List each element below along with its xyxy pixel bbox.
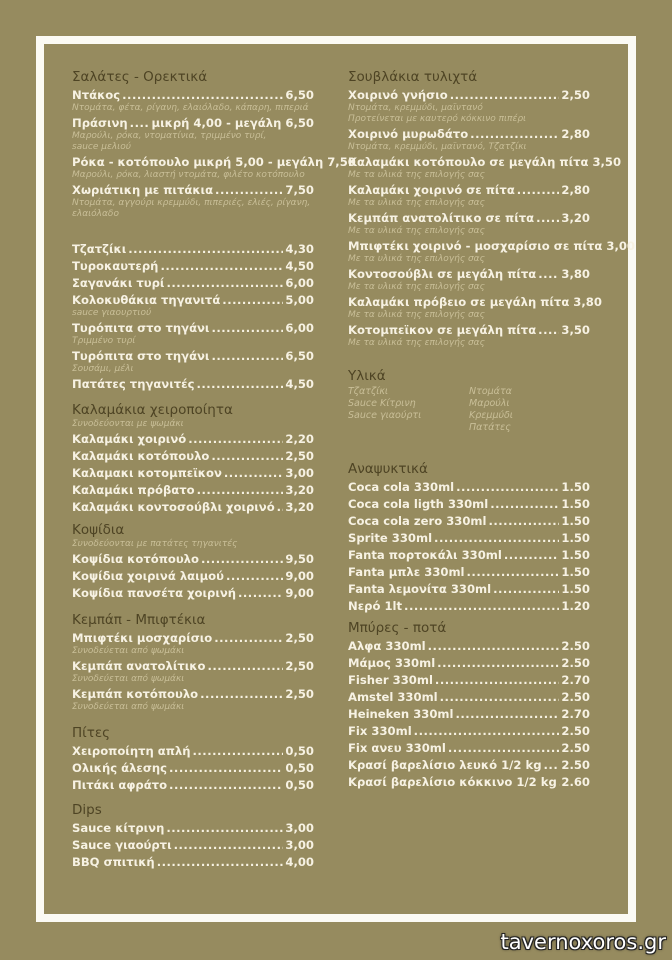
item-name: Τυρόπιτα στο τηγάνι <box>72 349 210 363</box>
menu-item <box>348 547 590 564</box>
item-name: Κοψίδια κοτόπουλο <box>72 552 199 566</box>
menu-item <box>348 598 590 615</box>
dot-leader <box>157 854 284 871</box>
item-price: 6,00 <box>285 276 314 290</box>
item-name: Ντάκος <box>72 88 121 102</box>
item-price: 2,80 <box>561 183 590 197</box>
item-price: 3,20 <box>561 211 590 225</box>
item-description: Με τα υλικά της επιλογής σας <box>348 310 485 320</box>
item-price: 2,80 <box>561 127 590 141</box>
item-description: Μαρούλι, ρόκα, ντοματίνια, τριμμένο τυρί, <box>72 131 267 141</box>
item-description: Με τα υλικά της επιλογής σας <box>348 254 485 264</box>
ingredients-column <box>469 386 590 434</box>
dot-leader <box>166 820 283 837</box>
item-name: Σαγανάκι τυρί <box>72 276 165 290</box>
item-price: 6,00 <box>285 321 314 335</box>
ingredient: Πατάτες <box>469 422 511 433</box>
dot-leader <box>224 465 284 482</box>
dot-leader <box>538 322 559 339</box>
section-title: Μπύρες - ποτά <box>348 620 447 636</box>
menu-item <box>72 431 314 448</box>
menu-item <box>72 448 314 465</box>
menu-item <box>72 465 314 482</box>
item-name: Καλαμάκι κοτόπουλο <box>72 449 210 463</box>
menu-item <box>348 496 590 513</box>
item-name: Αλφα 330ml <box>348 639 426 653</box>
item-description: Με τα υλικά της επιλογής σας <box>348 338 485 348</box>
item-name: BBQ σπιτική <box>72 855 155 869</box>
item-price: 2.50 <box>561 758 590 772</box>
menu-section <box>348 367 590 434</box>
menu-item <box>348 581 590 598</box>
item-name: Κρασί βαρελίσιο κόκκινο 1/2 kg <box>348 775 557 789</box>
dot-leader <box>428 638 560 655</box>
item-price: 2,50 <box>285 659 314 673</box>
item-name: Fanta λεμονίτα 330ml <box>348 582 492 596</box>
ingredients-list <box>348 386 590 434</box>
dot-leader <box>211 448 283 465</box>
item-price: 5,00 <box>285 293 314 307</box>
item-description: Προτείνεται με καυτερό κόκκινο πιπέρι <box>348 114 527 124</box>
item-price: 3,20 <box>285 500 314 514</box>
item-name: Κολοκυθάκια τηγανιτά <box>72 293 221 307</box>
dot-leader <box>414 723 560 740</box>
section-title: Πίτες <box>72 725 111 741</box>
section-title: Καλαμάκια χειροποίητα <box>72 402 233 418</box>
item-name: Κεμπάπ ανατολίτικο <box>72 659 206 673</box>
item-name: Μπιφτέκι χοιρινό - μοσχαρίσιο σε πίτα <box>348 239 603 253</box>
dot-leader <box>404 598 559 615</box>
menu-section <box>72 521 314 602</box>
item-name: Τυρόπιτα στο τηγάνι <box>72 321 210 335</box>
section-subtitle: Συνοδεύονται με ψωμάκι <box>72 419 184 429</box>
dot-leader <box>169 760 283 777</box>
dot-leader <box>517 182 560 199</box>
item-price: 2.50 <box>561 690 590 704</box>
menu-item <box>348 513 590 530</box>
item-price: 2.50 <box>561 639 590 653</box>
item-price: 2.70 <box>561 707 590 721</box>
ingredients-column <box>348 386 469 434</box>
item-name: Sprite 330ml <box>348 531 433 545</box>
menu-item <box>72 275 314 292</box>
menu-section <box>348 619 590 791</box>
item-description: Ντομάτα, φέτα, ρίγανη, ελαιόλαδο, κάπαρη, πιπεριά <box>72 103 309 113</box>
menu-item <box>348 757 590 774</box>
menu-item <box>348 706 590 723</box>
dot-leader <box>504 547 560 564</box>
item-price: 2.50 <box>561 656 590 670</box>
dot-leader <box>440 689 560 706</box>
item-name: Τζατζίκι <box>72 242 127 256</box>
menu-item <box>348 655 590 672</box>
item-description: Ντομάτα, αγγούρι κρεμμύδι, πιπεριές, ελιές, ρίγανη, <box>72 198 311 208</box>
item-price: 1.50 <box>561 531 590 545</box>
item-price: 3,50 <box>592 155 622 169</box>
item-name: Καλαμάκι κοτόπουλο σε μεγάλη πίτα <box>348 155 589 169</box>
item-name: Κεμπάπ κοτόπουλο <box>72 687 199 701</box>
item-description: Με τα υλικά της επιλογής σας <box>348 198 485 208</box>
ingredient: Sauce γιαούρτι <box>348 410 422 421</box>
item-name: Fanta μπλε 330ml <box>348 565 465 579</box>
item-price: 0,50 <box>285 761 314 775</box>
item-price: 9,00 <box>285 569 314 583</box>
item-description: Σουσάμι, μέλι <box>72 364 134 374</box>
item-price: 4,30 <box>285 242 314 256</box>
item-price: 3,50 <box>561 323 590 337</box>
dot-leader <box>197 482 284 499</box>
dot-leader <box>214 630 283 647</box>
item-price: 1.50 <box>561 514 590 528</box>
item-description: Συνοδεύεται από ψωμάκι <box>72 646 185 656</box>
dot-leader <box>493 581 559 598</box>
dot-leader <box>200 686 283 703</box>
dot-leader <box>277 499 284 516</box>
item-name: Καλαμάκι πρόβατο <box>72 483 195 497</box>
menu-item <box>348 638 590 655</box>
dot-leader <box>544 757 560 774</box>
ingredient: Κρεμμύδι <box>469 410 514 421</box>
dot-leader <box>222 292 283 309</box>
item-name: Καλαμάκι κοντοσούβλι χοιρινό <box>72 500 275 514</box>
item-price: 1.50 <box>561 480 590 494</box>
dot-leader <box>538 266 559 283</box>
section-title: Αναψυκτικά <box>348 461 428 477</box>
item-price: 3,80 <box>573 295 602 309</box>
menu-section <box>348 460 590 615</box>
ingredient: Ντομάτα <box>469 386 512 397</box>
section-title: Dips <box>72 802 102 818</box>
menu-item <box>72 482 314 499</box>
menu-item <box>72 837 314 854</box>
section-title: Σαλάτες - Ορεκτικά <box>72 69 208 85</box>
item-name: Sauce γιαούρτι <box>72 838 172 852</box>
item-price: 3,00 <box>285 821 314 835</box>
item-name: Coca cola 330ml <box>348 480 455 494</box>
dot-leader <box>488 513 559 530</box>
item-name: Coca cola zero 330ml <box>348 514 487 528</box>
item-price: 6,50 <box>285 349 314 363</box>
menu-item <box>348 672 590 689</box>
item-price: 2,50 <box>285 449 314 463</box>
item-price: 2.60 <box>561 775 590 789</box>
ingredient: Τζατζίκι <box>348 386 389 397</box>
dot-leader <box>536 210 559 227</box>
dot-leader <box>448 740 560 757</box>
dot-leader <box>174 837 284 854</box>
menu-item <box>348 479 590 496</box>
dot-leader <box>490 496 559 513</box>
item-price: 1.50 <box>561 582 590 596</box>
item-price: 2,50 <box>285 631 314 645</box>
menu-section <box>72 611 314 714</box>
item-price: 9,50 <box>285 552 314 566</box>
menu-item <box>72 743 314 760</box>
item-price: 6,50 <box>285 88 314 102</box>
menu-section <box>348 68 635 350</box>
item-price: 3,00 <box>285 838 314 852</box>
menu-item <box>348 774 590 791</box>
item-price: 2.70 <box>561 673 590 687</box>
item-name: Καλαμακι κοτομπεϊκον <box>72 466 222 480</box>
item-description: sauce γιαουρτιού <box>72 308 152 318</box>
item-price: μικρή 5,00 - μεγάλη 7,50 <box>193 155 356 169</box>
menu-item <box>348 689 590 706</box>
menu-item <box>72 551 314 568</box>
dot-leader <box>166 275 283 292</box>
item-description: Τριμμένο τυρί <box>72 336 136 346</box>
item-name: Χωριάτικη με πιτάκια <box>72 183 214 197</box>
menu-section <box>72 68 356 393</box>
item-description: Με τα υλικά της επιλογής σας <box>348 282 485 292</box>
item-price: 2,50 <box>285 687 314 701</box>
dot-leader <box>467 564 560 581</box>
dot-leader <box>456 479 559 496</box>
item-name: Fisher 330ml <box>348 673 433 687</box>
item-name: Amstel 330ml <box>348 690 438 704</box>
item-name: Coca cola ligth 330ml <box>348 497 489 511</box>
item-name: Fanta πορτοκάλι 330ml <box>348 548 502 562</box>
dot-leader <box>169 777 283 794</box>
item-description: ελαιόλαδο <box>72 209 119 219</box>
item-price: 2.50 <box>561 741 590 755</box>
item-name: Fix 330ml <box>348 724 412 738</box>
item-price: 2.50 <box>561 724 590 738</box>
watermark: tavernoxoros.gr <box>500 930 666 954</box>
item-price: 3,00 <box>606 239 635 253</box>
menu-item <box>348 723 590 740</box>
item-name: Καλαμάκι χοιρινό σε πίτα <box>348 183 515 197</box>
dot-leader <box>196 376 283 393</box>
dot-leader <box>437 655 559 672</box>
item-name: Κρασί βαρελίσιο λευκό 1/2 kg <box>348 758 542 772</box>
item-price: 4,50 <box>285 259 314 273</box>
menu-item <box>72 585 314 602</box>
dot-leader <box>455 706 559 723</box>
dot-leader <box>238 585 283 602</box>
menu-item <box>72 258 314 275</box>
item-name: Ρόκα - κοτόπουλο <box>72 155 190 169</box>
item-price: 7,50 <box>285 183 314 197</box>
item-price: 0,50 <box>285 744 314 758</box>
section-title: Υλικά <box>348 368 386 384</box>
item-description: Μαρούλι, ρόκα, λιαστή ντομάτα, φιλέτο κοτόπουλο <box>72 170 305 180</box>
item-name: Κοψίδια χοιρινά λαιμού <box>72 569 224 583</box>
item-price: 2,20 <box>285 432 314 446</box>
item-name: Καλαμάκι πρόβειο σε μεγάλη πίτα <box>348 295 570 309</box>
menu-item <box>72 568 314 585</box>
dot-leader <box>160 258 283 275</box>
dot-leader <box>559 774 560 791</box>
item-price: 9,00 <box>285 586 314 600</box>
ingredient: Sauce Κίτρινη <box>348 398 416 409</box>
dot-leader <box>211 348 283 365</box>
item-name: Κοντοσούβλι σε μεγάλη πίτα <box>348 267 537 281</box>
item-price: 3,20 <box>285 483 314 497</box>
dot-leader <box>207 658 283 675</box>
item-name: Χειροποίητη απλή <box>72 744 191 758</box>
item-description: sauce μελιού <box>72 142 131 152</box>
dot-leader <box>435 672 559 689</box>
dot-leader <box>201 551 283 568</box>
item-name: Πιτάκι αφράτο <box>72 778 168 792</box>
item-price: 3,80 <box>561 267 590 281</box>
menu-item <box>348 564 590 581</box>
menu-item <box>72 777 314 794</box>
item-price: μικρή 4,00 - μεγάλη 6,50 <box>151 116 314 130</box>
menu-item <box>72 760 314 777</box>
section-subtitle: Συνοδεύονται με πατάτες τηγανιτές <box>72 539 238 549</box>
dot-leader <box>193 743 284 760</box>
section-title: Κεμπάπ - Μπιφτέκια <box>72 612 206 628</box>
item-price: 4,00 <box>285 855 314 869</box>
dot-leader <box>211 320 283 337</box>
item-name: Πράσινη <box>72 116 128 130</box>
item-name: Sauce κίτρινη <box>72 821 165 835</box>
dot-leader <box>188 431 283 448</box>
item-price: 4,50 <box>285 377 314 391</box>
item-price: 1.50 <box>561 548 590 562</box>
item-description: Με τα υλικά της επιλογής σας <box>348 226 485 236</box>
menu-section <box>72 724 314 794</box>
item-price: 1.50 <box>561 565 590 579</box>
item-price: 0,50 <box>285 778 314 792</box>
item-name: Fix ανευ 330ml <box>348 741 446 755</box>
menu-item <box>348 740 590 757</box>
dot-leader <box>434 530 559 547</box>
item-price: 2,50 <box>561 88 590 102</box>
section-title: Σουβλάκια τυλιχτά <box>348 69 478 85</box>
menu-item <box>72 820 314 837</box>
item-description: Ντομάτα, κρεμμύδι, μαϊντανό, Τζατζίκι <box>348 142 527 152</box>
spacer <box>72 221 314 241</box>
menu-section <box>72 801 314 871</box>
dot-leader <box>128 241 283 258</box>
item-name: Πατάτες τηγανιτές <box>72 377 195 391</box>
menu-section <box>72 401 314 516</box>
menu-item <box>72 376 314 393</box>
item-name: Χοιρινό μυρωδάτο <box>348 127 469 141</box>
item-name: Χοιρινό γνήσιο <box>348 88 448 102</box>
item-price: 1.50 <box>561 497 590 511</box>
item-name: Heineken 330ml <box>348 707 454 721</box>
item-name: Μάμος 330ml <box>348 656 436 670</box>
section-title: Κοψίδια <box>72 522 125 538</box>
item-description: Ντομάτα, κρεμμύδι, μαϊντανό <box>348 103 483 113</box>
item-name: Νερό 1lt <box>348 599 403 613</box>
item-price: 1.20 <box>561 599 590 613</box>
menu-item <box>72 854 314 871</box>
item-name: Κοτομπεϊκον σε μεγάλη πίτα <box>348 323 537 337</box>
item-name: Μπιφτέκι μοσχαρίσιο <box>72 631 213 645</box>
item-description: Με τα υλικά της επιλογής σας <box>348 170 485 180</box>
item-description: Συνοδεύεται από ψωμάκι <box>72 702 185 712</box>
item-price: 3,00 <box>285 466 314 480</box>
ingredient: Μαρούλι <box>469 398 510 409</box>
menu-item <box>72 241 314 258</box>
menu-item <box>348 530 590 547</box>
item-name: Κεμπάπ ανατολίτικο σε πίτα <box>348 211 535 225</box>
item-name: Ολικής άλεσης <box>72 761 168 775</box>
item-name: Καλαμάκι χοιρινό <box>72 432 187 446</box>
item-name: Τυροκαυτερή <box>72 259 159 273</box>
dot-leader <box>226 568 283 585</box>
item-name: Κοψίδια πανσέτα χοιρινή <box>72 586 236 600</box>
item-description: Συνοδεύεται από ψωμάκι <box>72 674 185 684</box>
menu-item <box>72 499 314 516</box>
